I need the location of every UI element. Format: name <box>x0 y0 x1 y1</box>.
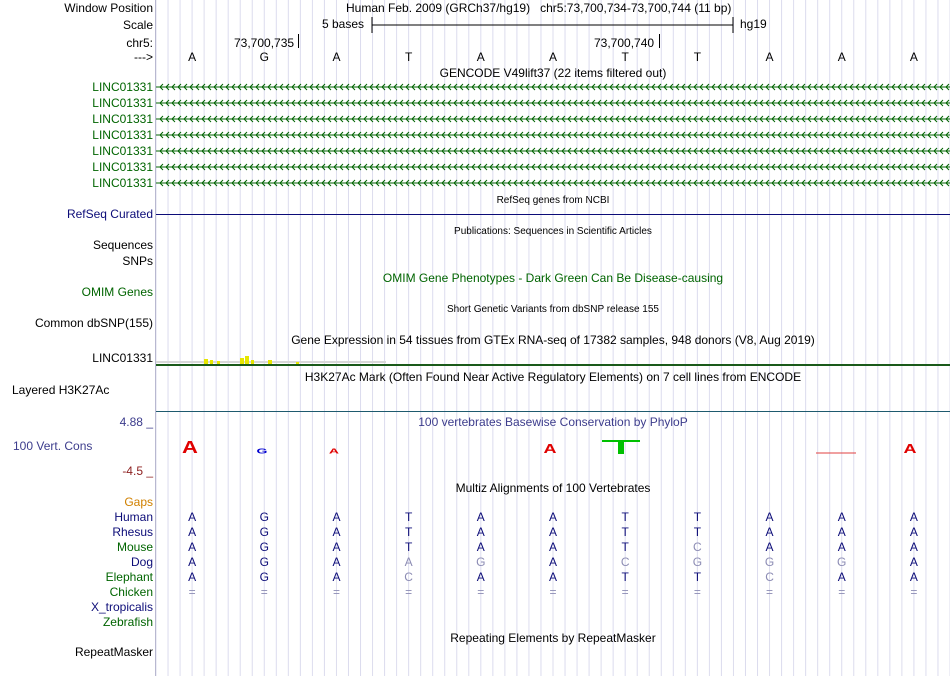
alignment-base: G <box>476 555 486 569</box>
alignment-base: T <box>404 540 413 554</box>
alignment-base: A <box>476 525 485 539</box>
alignment-base: A <box>909 540 918 554</box>
svg-text:A: A <box>328 447 340 456</box>
alignment-base: C <box>693 540 702 554</box>
alignment-base: G <box>259 510 269 524</box>
h3k27ac-track-label[interactable]: Layered H3K27Ac <box>12 383 110 397</box>
gencode-transcript-label[interactable]: LINC01331 <box>92 160 153 174</box>
species-label[interactable]: Human <box>114 510 153 524</box>
base-letter: T <box>404 50 413 64</box>
gencode-transcript-line[interactable] <box>156 146 950 156</box>
alignment-base: A <box>548 555 557 569</box>
alignment-base: T <box>621 525 629 539</box>
phylop-max-label: 4.88 _ <box>119 415 153 429</box>
species-label[interactable]: Dog <box>130 555 153 569</box>
position-text: Human Feb. 2009 (GRCh37/hg19) chr5:73,700,734-73,700,744 (11 bp) <box>346 1 732 15</box>
gtex-track-title[interactable]: Gene Expression in 54 tissues from GTEx RNA-seq of 17382 samples, 948 donors (V8, Aug 2019) <box>291 333 815 347</box>
alignment-base: = <box>693 585 701 599</box>
scale-text: 5 bases <box>322 17 365 31</box>
alignment-base: = <box>621 585 629 599</box>
alignment-base: A <box>188 540 197 554</box>
publications-track-title[interactable]: Publications: Sequences in Scientific Articles <box>454 226 652 237</box>
chrom-label: chr5: <box>126 36 153 50</box>
gencode-transcript-label[interactable]: LINC01331 <box>92 144 153 158</box>
coord-tick-label: 73,700,735 <box>234 36 295 50</box>
base-letter: A <box>765 50 774 64</box>
gencode-transcript-label[interactable]: LINC01331 <box>92 112 153 126</box>
gtex-expression-bars[interactable] <box>156 352 950 367</box>
refseq-track-title[interactable]: RefSeq genes from NCBI <box>496 195 610 206</box>
base-letter: T <box>693 50 702 64</box>
h3k27ac-baseline <box>155 411 950 412</box>
alignment-base: A <box>404 555 413 569</box>
alignment-base: G <box>259 540 269 554</box>
alignment-base: T <box>693 570 702 584</box>
alignment-base: A <box>765 510 774 524</box>
alignment-base: C <box>765 570 774 584</box>
gencode-track-title[interactable]: GENCODE V49lift37 (22 items filtered out) <box>439 66 667 80</box>
alignment-base: = <box>405 585 413 599</box>
alignment-base: = <box>332 585 340 599</box>
base-letter: T <box>621 50 629 64</box>
alignment-base: = <box>838 585 846 599</box>
base-letter: A <box>332 50 341 64</box>
gencode-transcript-label[interactable]: LINC01331 <box>92 80 153 94</box>
alignment-base: A <box>909 570 918 584</box>
gencode-transcript-label[interactable]: LINC01331 <box>92 128 153 142</box>
base-letter: A <box>837 50 846 64</box>
gaps-label: Gaps <box>124 495 153 509</box>
species-label[interactable]: Rhesus <box>112 525 153 539</box>
alignment-base: A <box>548 525 557 539</box>
alignment-base: A <box>548 510 557 524</box>
alignment-base: A <box>332 510 341 524</box>
alignment-base: T <box>621 570 629 584</box>
dbsnp-track-title[interactable]: Short Genetic Variants from dbSNP release 155 <box>447 304 659 315</box>
alignment-base: A <box>837 570 846 584</box>
scale-label: Scale <box>122 18 153 32</box>
alignment-base: = <box>549 585 557 599</box>
omim-track-title[interactable]: OMIM Gene Phenotypes - Dark Green Can Be Disease-causing <box>382 271 724 285</box>
alignment-base: A <box>476 570 485 584</box>
phylop-conservation-logo[interactable] <box>156 436 950 458</box>
alignment-base: = <box>766 585 774 599</box>
gencode-transcript-label[interactable]: LINC01331 <box>92 176 153 190</box>
repeatmasker-track-label[interactable]: RepeatMasker <box>74 645 153 659</box>
alignment-base: A <box>188 510 197 524</box>
alignment-base: A <box>765 525 774 539</box>
svg-text:A: A <box>543 442 557 457</box>
track-label-divider <box>155 0 156 676</box>
gencode-transcript-line[interactable] <box>156 114 950 124</box>
phylop-track-label[interactable]: 100 Vert. Cons <box>13 439 93 453</box>
gencode-transcript-label[interactable]: LINC01331 <box>92 96 153 110</box>
alignment-base: G <box>692 555 703 569</box>
dbsnp-track-label[interactable]: Common dbSNP(155) <box>34 316 153 330</box>
alignment-base: A <box>188 570 197 584</box>
alignment-base: G <box>764 555 775 569</box>
alignment-base: A <box>476 540 485 554</box>
alignment-base: A <box>332 540 341 554</box>
strand-label: ---> <box>134 50 153 64</box>
base-letter: G <box>259 50 269 64</box>
gencode-transcript-line[interactable] <box>156 130 950 140</box>
alignment-base: A <box>332 525 341 539</box>
base-letter: A <box>188 50 197 64</box>
repeatmasker-track-title[interactable]: Repeating Elements by RepeatMasker <box>450 631 656 645</box>
alignment-base: A <box>548 570 557 584</box>
svg-text:A: A <box>182 437 198 458</box>
alignment-base: G <box>837 555 847 569</box>
alignment-base: G <box>259 555 269 569</box>
alignment-base: A <box>548 540 557 554</box>
alignment-base: C <box>620 555 630 569</box>
alignment-base: A <box>332 570 341 584</box>
alignment-base: T <box>693 525 702 539</box>
coord-tick-label: 73,700,740 <box>594 36 655 50</box>
h3k27ac-track-title[interactable]: H3K27Ac Mark (Often Found Near Active Regulatory Elements) on 7 cell lines from ENCODE <box>304 370 802 384</box>
alignment-base: A <box>909 555 918 569</box>
alignment-base: T <box>621 510 629 524</box>
species-label[interactable]: Elephant <box>105 570 153 584</box>
gencode-transcript-line[interactable] <box>156 82 950 92</box>
alignment-base: A <box>837 540 846 554</box>
refseq-track-label[interactable]: RefSeq Curated <box>66 207 153 221</box>
coord-tick-mark <box>659 34 660 48</box>
alignment-base: A <box>909 510 918 524</box>
base-letter: A <box>548 50 557 64</box>
assembly-label: hg19 <box>740 17 767 31</box>
alignment-base: A <box>188 555 197 569</box>
species-label[interactable]: Zebrafish <box>102 615 153 629</box>
alignment-base: T <box>404 510 413 524</box>
sequences-label[interactable]: Sequences <box>92 238 153 252</box>
phylop-track-title[interactable]: 100 vertebrates Basewise Conservation by PhyloP <box>418 415 688 429</box>
gencode-transcript-line[interactable] <box>156 98 950 108</box>
multiz-track-title[interactable]: Multiz Alignments of 100 Vertebrates <box>455 481 651 495</box>
alignment-base: A <box>188 525 197 539</box>
gencode-transcript-line[interactable] <box>156 178 950 188</box>
alignment-base: = <box>260 585 268 599</box>
snps-label[interactable]: SNPs <box>122 254 153 268</box>
svg-text:G: G <box>256 447 268 456</box>
species-label[interactable]: X_tropicalis <box>90 600 153 614</box>
alignment-base: C <box>404 570 413 584</box>
alignment-base: G <box>259 570 269 584</box>
base-letter: A <box>909 50 918 64</box>
window-position-label: Window Position <box>64 1 153 15</box>
gtex-track-label[interactable]: LINC01331 <box>92 351 153 365</box>
alignment-base: = <box>477 585 485 599</box>
species-label[interactable]: Chicken <box>109 585 153 599</box>
alignment-base: A <box>837 510 846 524</box>
alignment-base: A <box>476 510 485 524</box>
scale-bar <box>370 15 738 35</box>
refseq-gene-line[interactable] <box>155 214 950 215</box>
alignment-base: A <box>332 555 341 569</box>
gencode-transcript-line[interactable] <box>156 162 950 172</box>
alignment-base: T <box>693 510 702 524</box>
coord-tick-mark <box>298 34 299 48</box>
alignment-base: A <box>765 540 774 554</box>
alignment-base: A <box>909 525 918 539</box>
phylop-min-label: -4.5 _ <box>122 464 153 478</box>
svg-text:A: A <box>903 442 917 457</box>
alignment-base: G <box>259 525 269 539</box>
alignment-base: T <box>404 525 413 539</box>
omim-track-label[interactable]: OMIM Genes <box>81 285 153 299</box>
alignment-base: = <box>910 585 918 599</box>
species-label[interactable]: Mouse <box>116 540 153 554</box>
alignment-base: A <box>837 525 846 539</box>
alignment-base: T <box>621 540 629 554</box>
base-letter: A <box>476 50 485 64</box>
alignment-base: = <box>188 585 196 599</box>
